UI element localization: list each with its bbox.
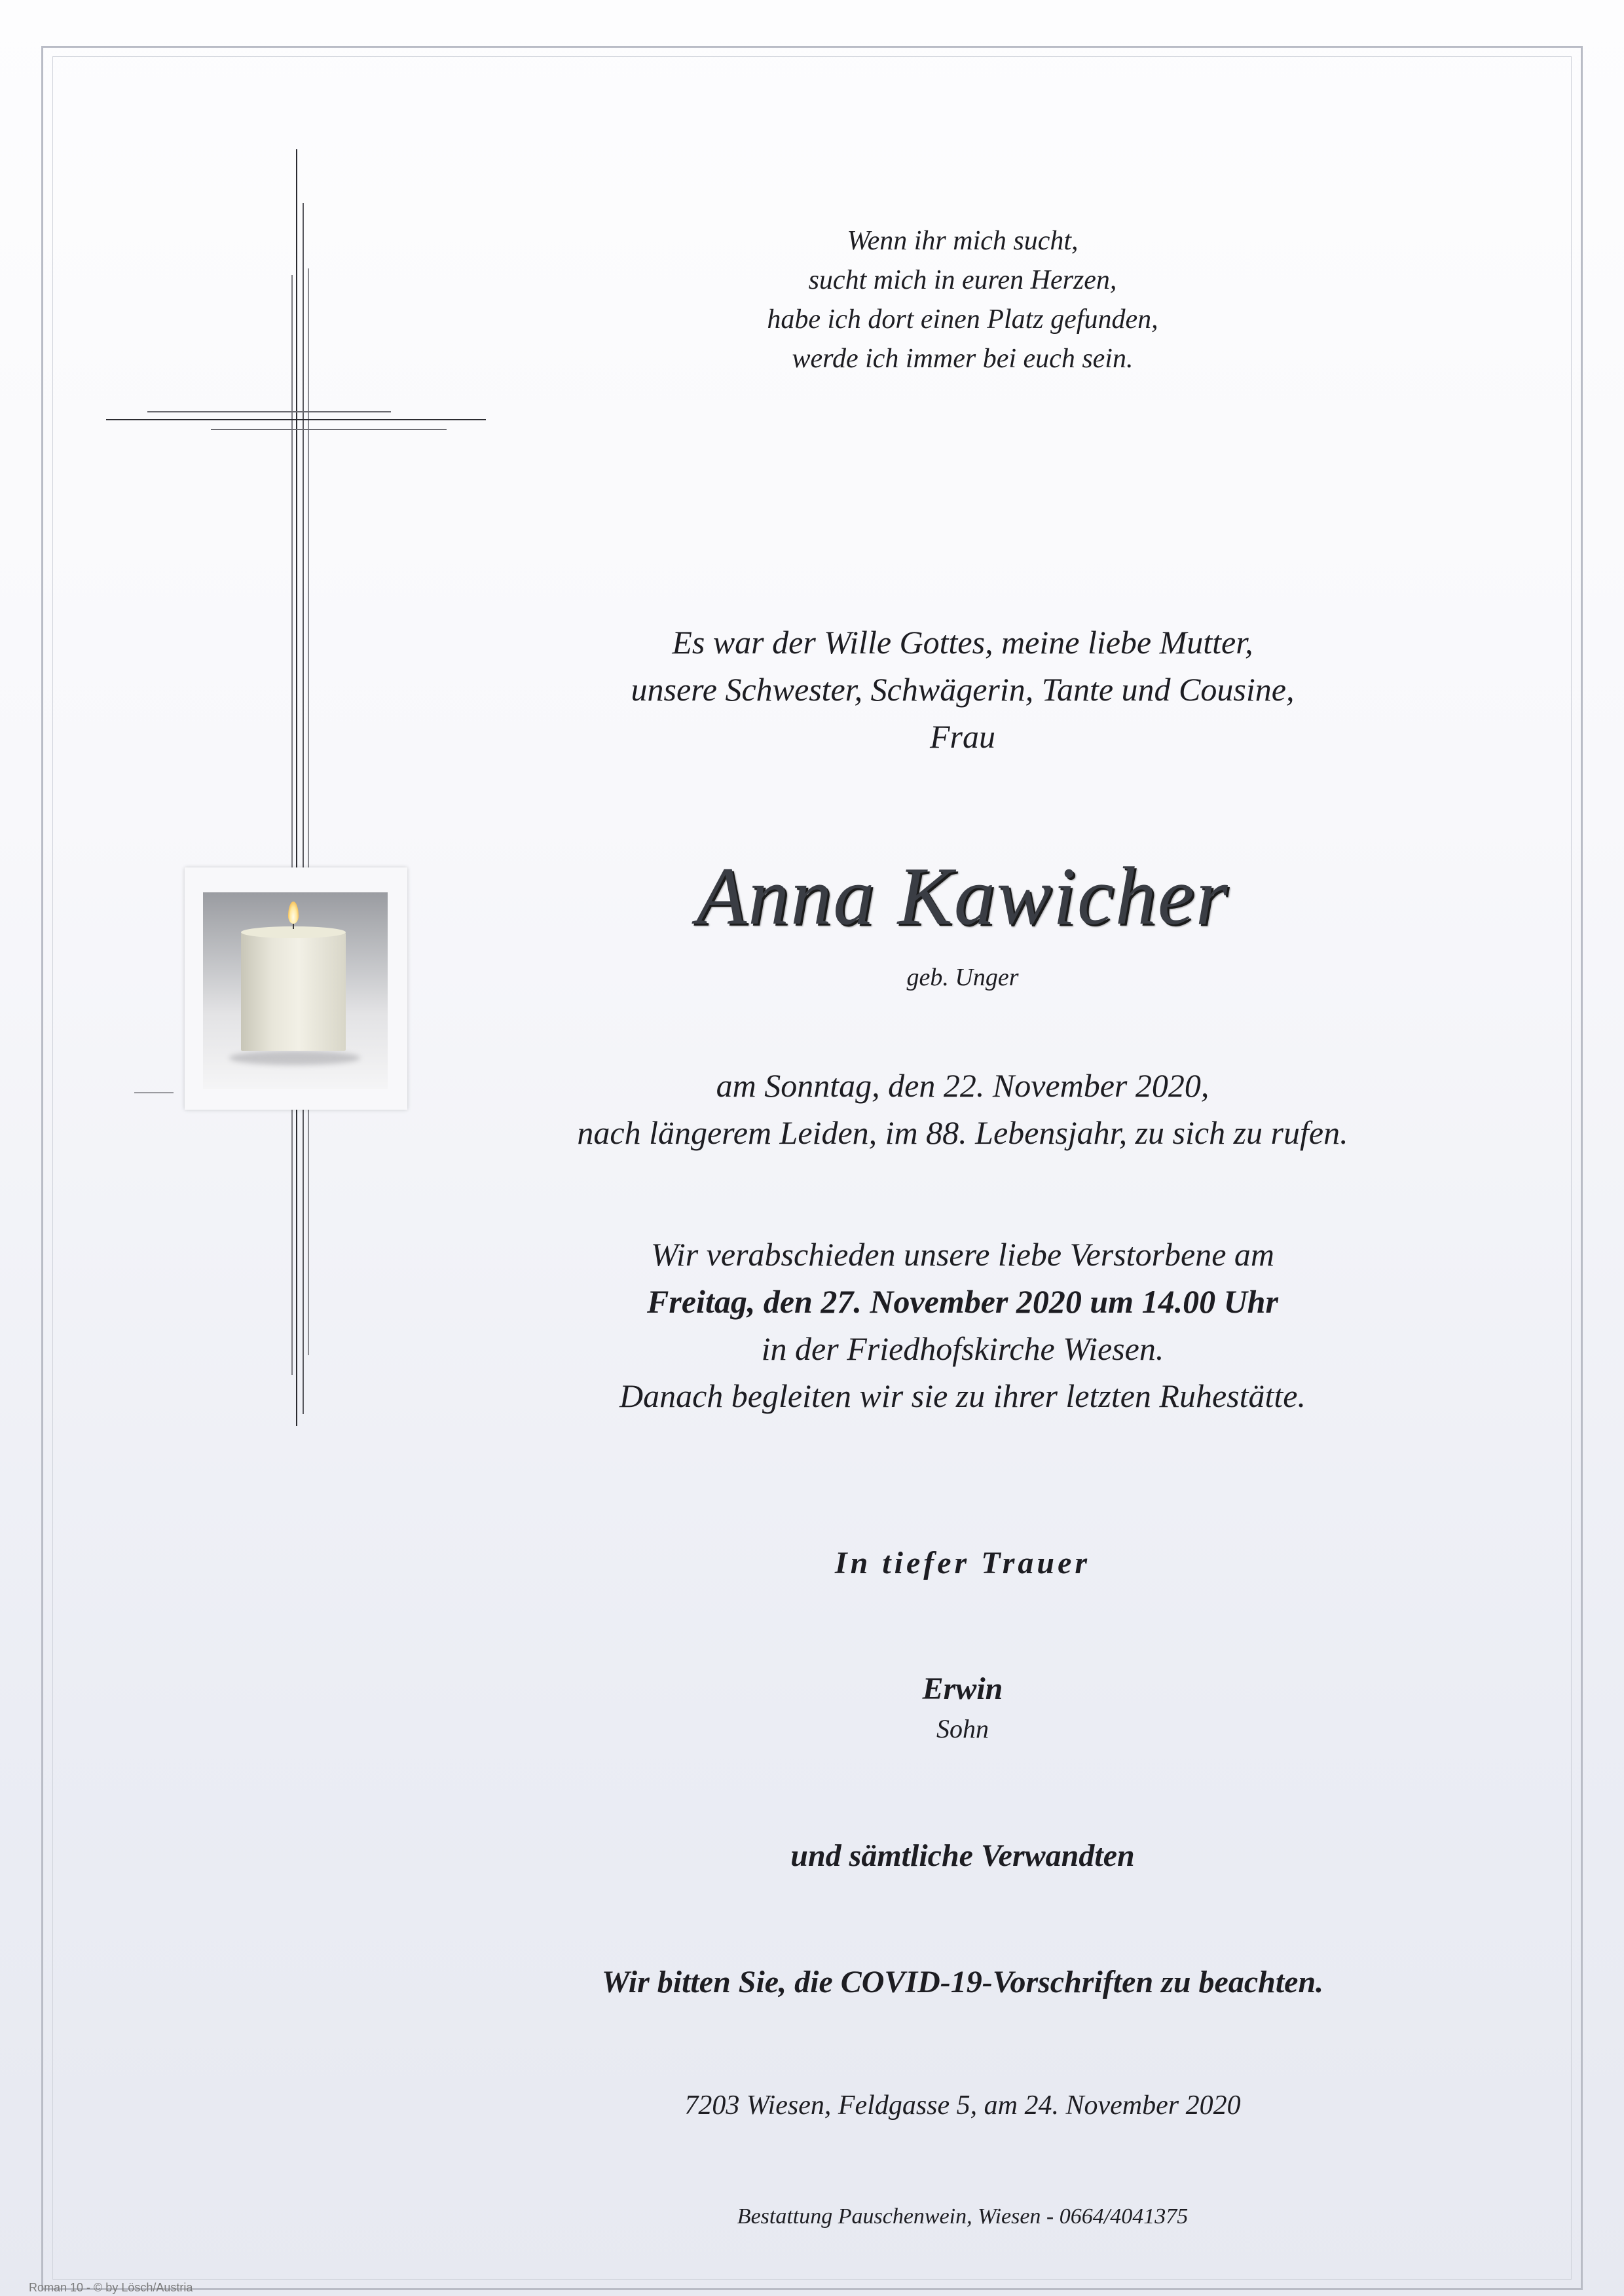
funeral-line: in der Friedhofskirche Wiesen.	[761, 1330, 1164, 1367]
death-line: am Sonntag, den 22. November 2020,	[716, 1067, 1209, 1104]
poem-line: werde ich immer bei euch sein.	[792, 344, 1134, 374]
death-line: nach längerem Leiden, im 88. Lebensjahr, zu sich zu rufen.	[577, 1114, 1348, 1151]
poem-line: sucht mich in euren Herzen,	[808, 265, 1117, 295]
funeral-date: Freitag, den 27. November 2020 um 14.00 Uhr	[647, 1283, 1278, 1320]
intro-line: Es war der Wille Gottes, meine liebe Mutter,	[672, 624, 1253, 661]
mourning-heading: In tiefer Trauer	[834, 1546, 1091, 1580]
funeral-notice	[327, 1231, 1598, 1419]
poem-line: habe ich dort einen Platz gefunden,	[767, 304, 1158, 335]
poem-line: Wenn ihr mich sucht,	[847, 226, 1079, 256]
footer-credit: Roman 10 - © by Lösch/Austria	[29, 2281, 193, 2294]
mourner-role: Sohn	[936, 1714, 989, 1743]
deceased-name: Anna Kawicher	[696, 851, 1229, 942]
death-notice	[327, 1062, 1598, 1156]
funeral-line: Wir verabschieden unsere liebe Verstorbene am	[650, 1236, 1275, 1273]
poem	[327, 221, 1598, 378]
intro-text	[327, 619, 1598, 760]
intro-line: unsere Schwester, Schwägerin, Tante und Cousine,	[631, 671, 1295, 708]
funeral-line: Danach begleiten wir sie zu ihrer letzten Ruhestätte.	[619, 1377, 1306, 1414]
intro-line: Frau	[930, 718, 995, 755]
undertaker-line: Bestattung Pauschenwein, Wiesen - 0664/4041375	[737, 2204, 1189, 2229]
relatives-line: und sämtliche Verwandten	[790, 1838, 1135, 1873]
covid-notice: Wir bitten Sie, die COVID-19-Vorschriften zu beachten.	[601, 1965, 1324, 1999]
mourner-name: Erwin	[922, 1671, 1003, 1706]
birth-name: geb. Unger	[906, 964, 1019, 991]
address-date: 7203 Wiesen, Feldgasse 5, am 24. November 2020	[684, 2090, 1241, 2121]
